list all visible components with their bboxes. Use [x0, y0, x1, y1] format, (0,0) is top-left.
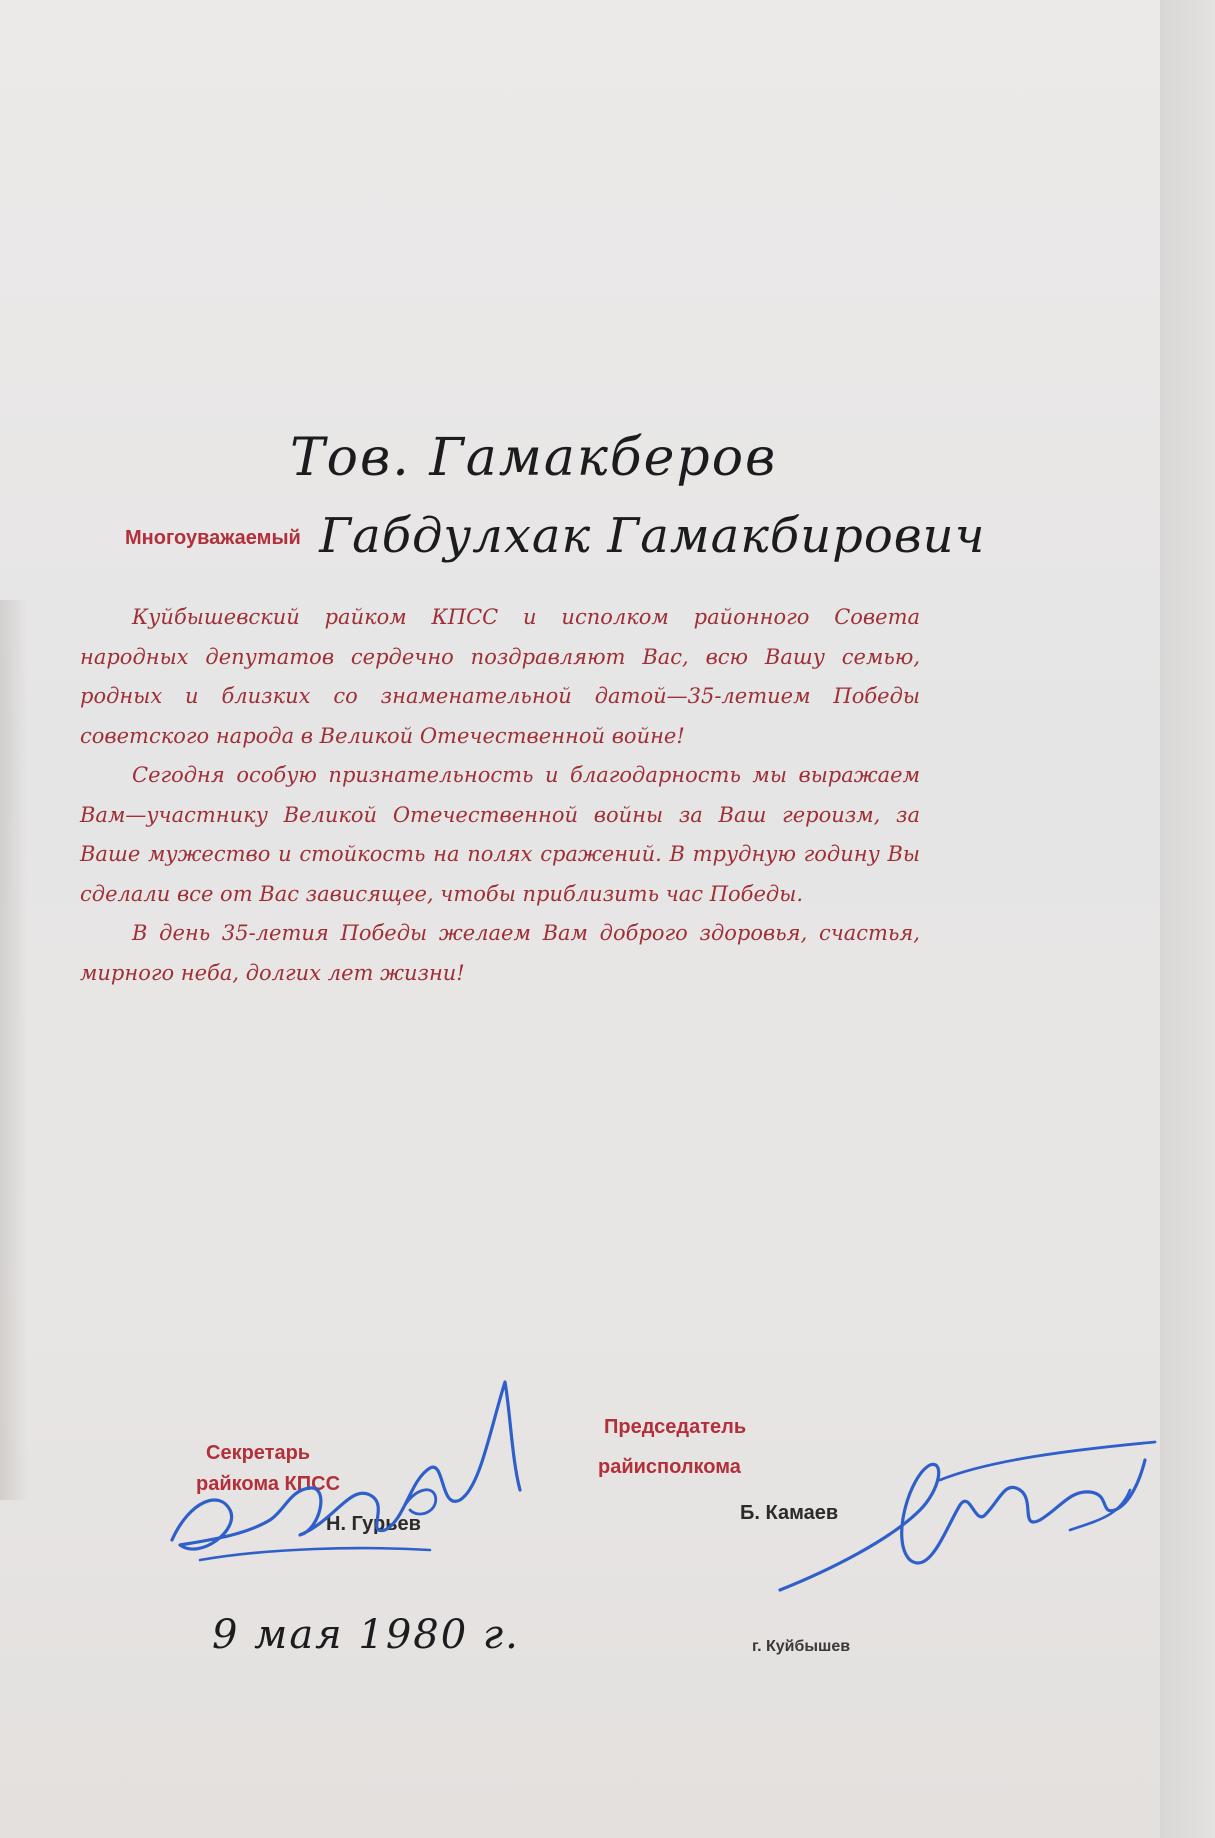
right-signer-name: Б. Камаев — [740, 1502, 839, 1524]
left-signer-title-1: Секретарь — [206, 1442, 311, 1464]
body-paragraph-3: В день 35-летия Победы желаем Вам доброго здоровья, счастья, мирного неба, долгих лет жизни! — [80, 921, 920, 985]
letter-body — [80, 598, 920, 993]
right-signer-title-2: райисполкома — [598, 1456, 741, 1478]
background-edge — [1160, 0, 1215, 1838]
body-paragraph-1: Куйбышевский райком КПСС и исполком районного Совета народных депутатов сердечно поздравляют Вас, всю Вашу семью, родных и близких со знаменательной датой—35-летием Победы советского народа в Великой Отечественной войне! — [80, 605, 920, 748]
salutation-row — [125, 508, 985, 578]
left-signer-title-2: райкома КПСС — [196, 1473, 341, 1495]
paper-shadow — [0, 600, 28, 1500]
recipient-name-line: Тов. Гамакберов — [290, 428, 778, 488]
city-label: г. Куйбышев — [752, 1638, 851, 1655]
body-paragraph-2: Сегодня особую признательность и благодарность мы выражаем Вам—участнику Великой Отечественной войны за Ваш героизм, за Ваше мужество и стойкость на полях сражений. В трудную годину Вы сделали все от Вас зависящее, чтобы приблизить час Победы. — [80, 763, 920, 906]
salutation-label: Многоуважаемый — [125, 527, 301, 549]
recipient-full-name: Габдулхак Гамакбирович — [319, 508, 986, 564]
left-signer-name: Н. Гурьев — [326, 1513, 421, 1535]
right-signature-icon — [770, 1420, 1160, 1600]
right-signer-title-1: Председатель — [604, 1416, 747, 1438]
left-signature-icon — [160, 1370, 580, 1580]
handwritten-date: 9 мая 1980 г. — [212, 1612, 520, 1658]
